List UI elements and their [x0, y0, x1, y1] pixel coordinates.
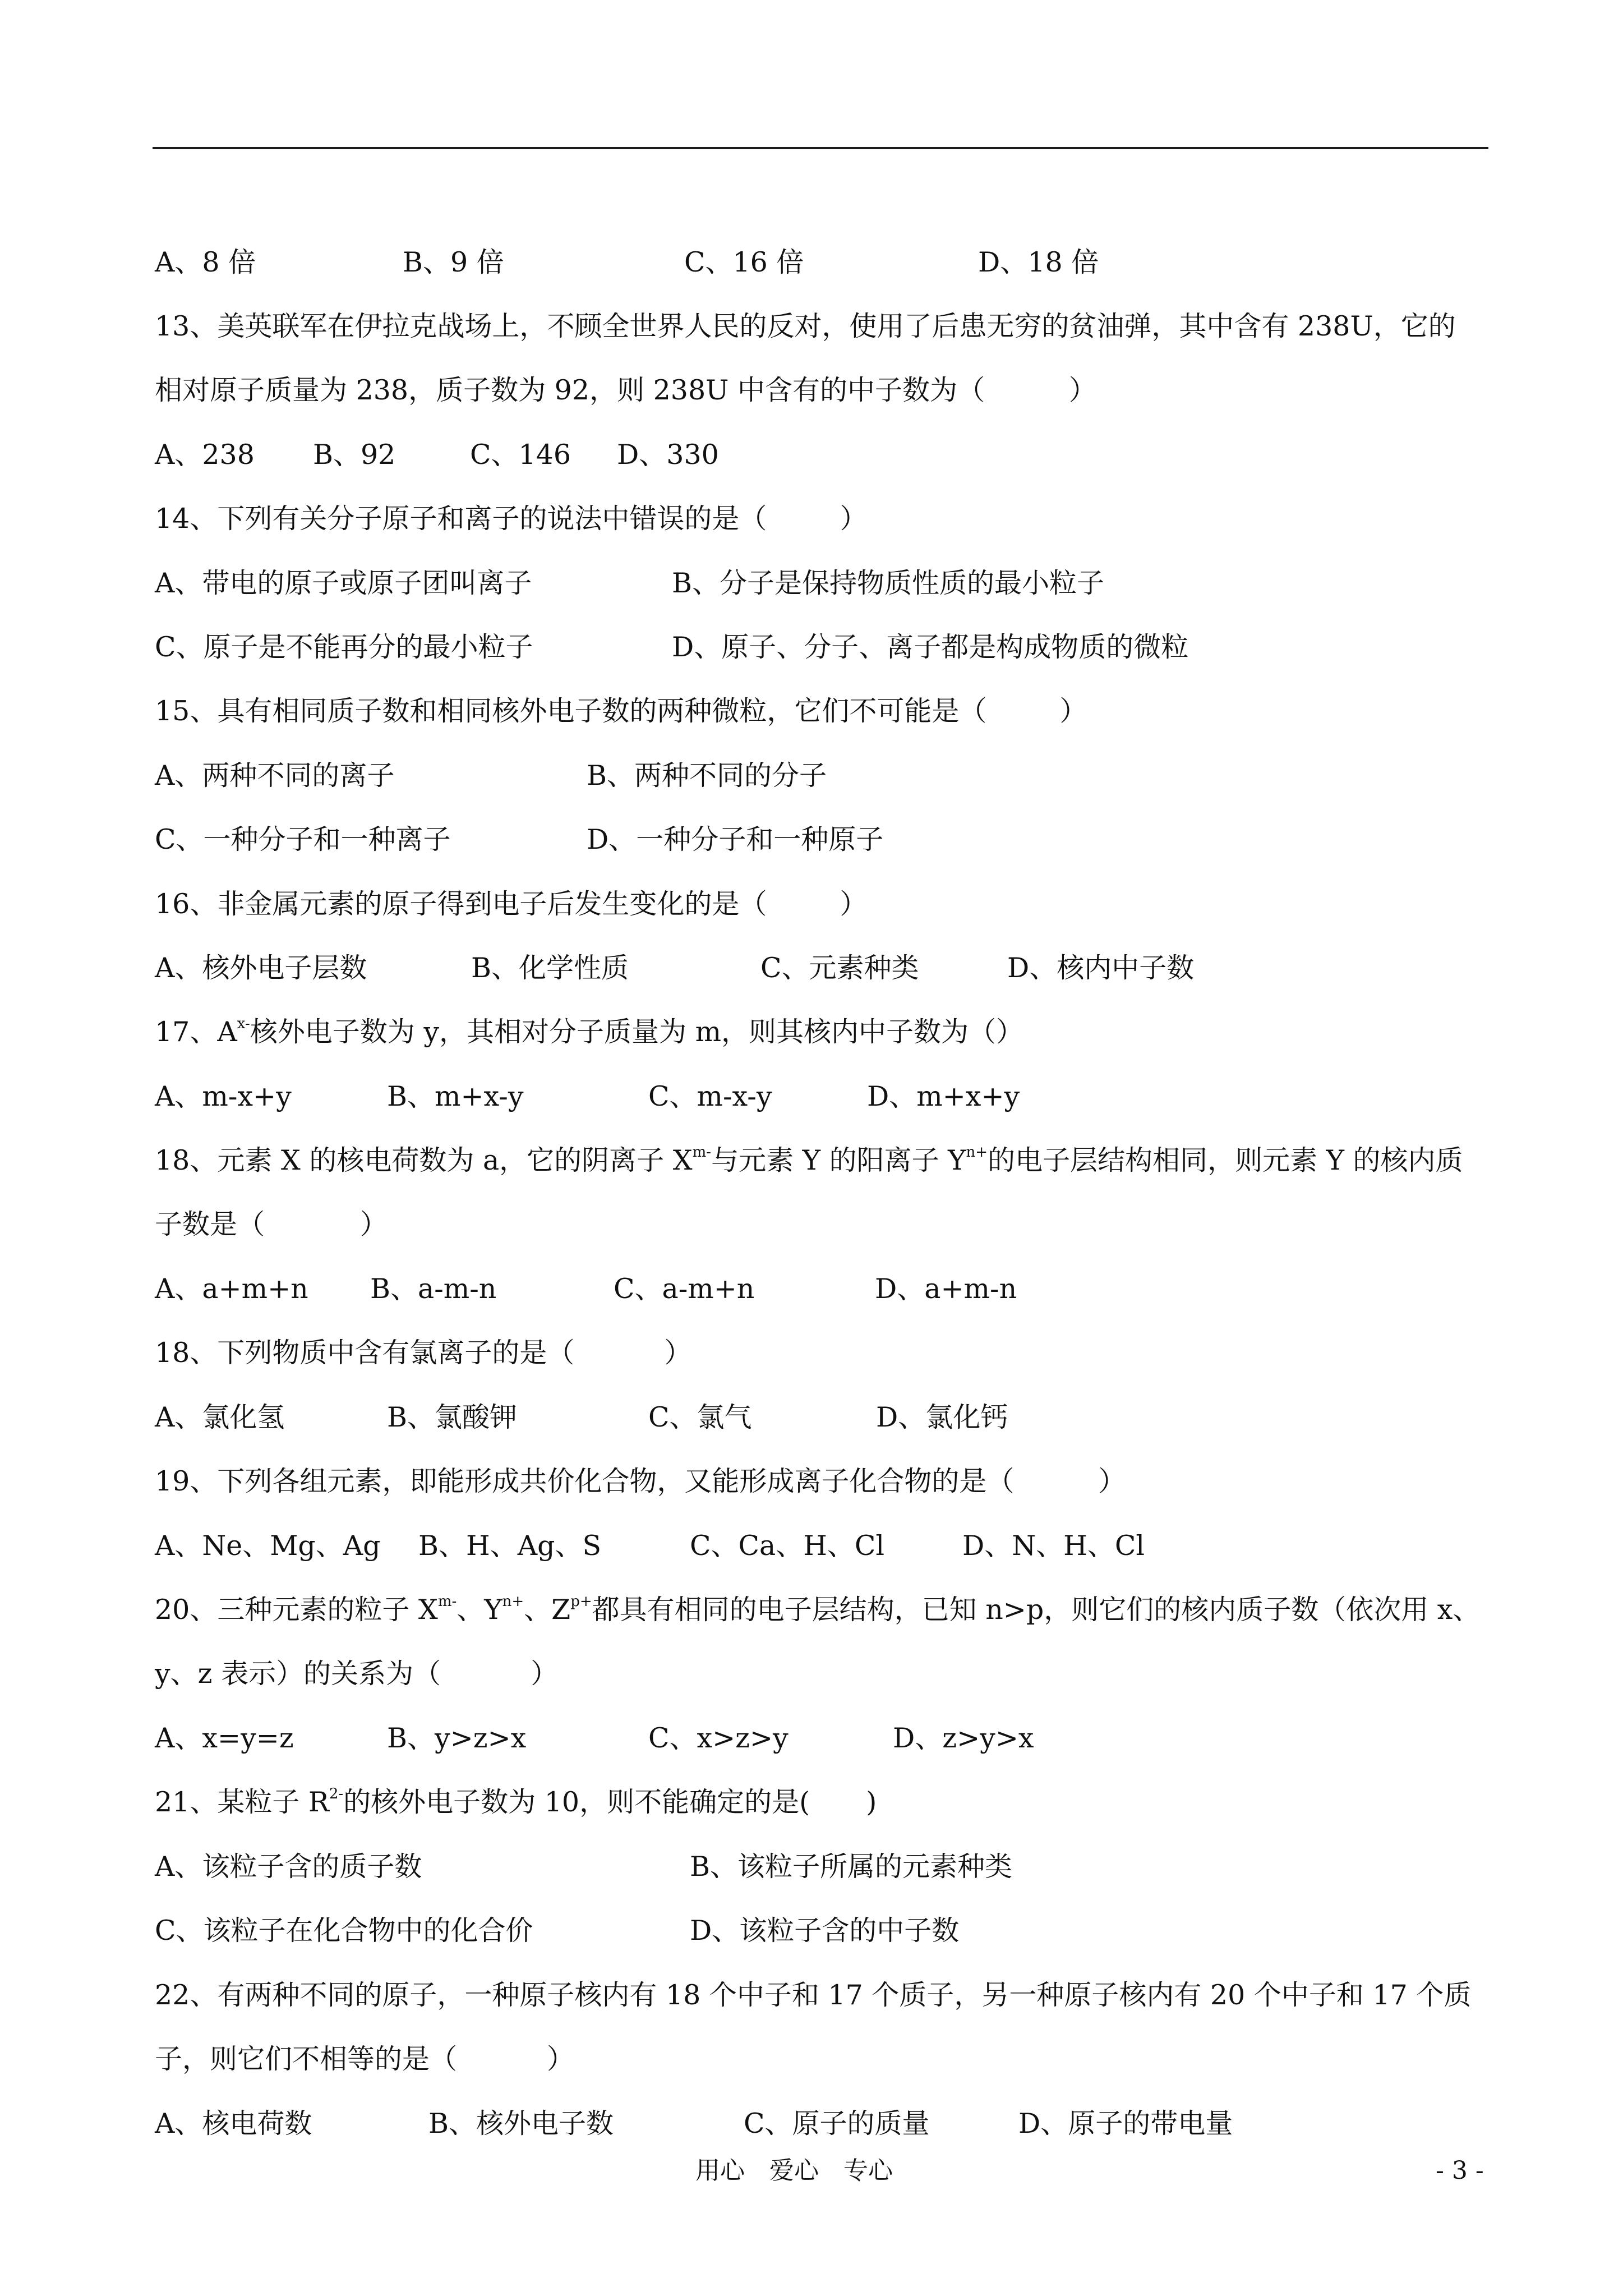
option-b: B、分子是保持物质性质的最小粒子: [672, 567, 1105, 599]
q20-stem-line1: [155, 1593, 1480, 1627]
answer-close-paren: ): [866, 1786, 877, 1818]
option-a: A、a+m+n: [155, 1273, 308, 1305]
q20-stem-part1: 20、三种元素的粒子 X: [155, 1594, 438, 1626]
option-a: A、核外电子层数: [155, 952, 367, 984]
q22-stem-text: 子，则它们不相等的是（: [155, 2043, 458, 2075]
ion-charge: m-: [692, 1143, 712, 1161]
page-number: - 3 -: [1436, 2156, 1484, 2185]
option-c: C、m-x-y: [648, 1080, 772, 1112]
option-b: B、a-m-n: [370, 1273, 497, 1305]
ion-charge: x-: [237, 1015, 250, 1032]
option-d: D、a+m-n: [875, 1273, 1017, 1305]
ion-charge: n+: [966, 1143, 988, 1161]
q18b-stem: [155, 1336, 691, 1370]
option-b: B、m+x-y: [387, 1080, 524, 1112]
footer-motto: 用心 爱心 专心: [695, 2156, 893, 2185]
option-c: C、原子的质量: [744, 2108, 930, 2139]
answer-close-paren: ）: [531, 1658, 559, 1690]
option-d: D、氯化钙: [876, 1401, 1008, 1433]
option-d: D、18 倍: [978, 246, 1099, 278]
option-a: A、该粒子含的质子数: [155, 1851, 422, 1883]
option-c: C、x>z>y: [648, 1722, 789, 1754]
option-b: B、92: [313, 439, 396, 471]
q20-stem-part2: 、Y: [457, 1594, 502, 1626]
ion-charge: 2-: [329, 1785, 344, 1802]
option-c: C、元素种类: [760, 952, 919, 984]
q20-stem-part4: 都具有相同的电子层结构，已知 n>p，则它们的核内质子数（依次用 x、: [592, 1594, 1481, 1626]
option-d: D、原子的带电量: [1018, 2108, 1233, 2139]
answer-close-paren: ）: [1069, 374, 1097, 406]
q15-stem-text: 15、具有相同质子数和相同核外电子数的两种微粒，它们不可能是（: [155, 695, 987, 727]
answer-close-paren: ）: [1098, 1465, 1126, 1497]
option-c: C、16 倍: [684, 246, 804, 278]
option-a: A、带电的原子或原子团叫离子: [155, 567, 532, 599]
q18-stem-part2: 与元素 Y 的阳离子 Y: [711, 1144, 966, 1176]
option-a: A、核电荷数: [155, 2108, 312, 2139]
q18b-stem-text: 18、下列物质中含有氯离子的是（: [155, 1337, 575, 1369]
q18-stem-part1: 18、元素 X 的核电荷数为 a，它的阴离子 X: [155, 1144, 693, 1176]
option-c: C、一种分子和一种离子: [155, 823, 451, 855]
q21-stem-start: 21、某粒子 R: [155, 1786, 329, 1818]
option-b: B、核外电子数: [428, 2108, 614, 2139]
ion-charge: p+: [570, 1593, 592, 1610]
option-d: D、z>y>x: [893, 1722, 1034, 1754]
answer-close-paren: ）: [547, 2043, 575, 2075]
q13-stem-line1: 13、美英联军在伊拉克战场上，不顾全世界人民的反对，使用了后患无穷的贫油弹，其中含有 238U，它的: [155, 310, 1456, 342]
option-a: A、8 倍: [155, 246, 256, 278]
option-a: A、x=y=z: [155, 1722, 294, 1754]
answer-close-paren: ）: [1059, 695, 1087, 727]
q19-stem: [155, 1465, 1126, 1498]
option-a: A、两种不同的离子: [155, 760, 395, 792]
option-c: C、该粒子在化合物中的化合价: [155, 1915, 533, 1947]
option-b: B、H、Ag、S: [418, 1530, 602, 1562]
option-d: D、m+x+y: [867, 1080, 1020, 1112]
q14-stem-text: 14、下列有关分子原子和离子的说法中错误的是（: [155, 503, 767, 535]
option-c: C、原子是不能再分的最小粒子: [155, 631, 533, 663]
option-b: B、9 倍: [403, 246, 504, 278]
option-b: B、该粒子所属的元素种类: [690, 1851, 1013, 1883]
option-b: B、化学性质: [471, 952, 629, 984]
option-a: A、m-x+y: [155, 1080, 292, 1112]
option-d: D、N、H、Cl: [962, 1530, 1145, 1562]
q17-stem-end: 核外电子数为 y，其相对分子质量为 m，则其核内中子数为（）: [250, 1016, 1024, 1048]
q17-stem-start: 17、A: [155, 1016, 237, 1048]
q16-stem: [155, 887, 867, 921]
q20-stem-part3: 、Z: [524, 1594, 571, 1626]
option-d: D、一种分子和一种原子: [587, 823, 884, 855]
option-c: C、Ca、H、Cl: [690, 1530, 885, 1562]
q22-stem-line2: [155, 2042, 574, 2076]
q18-stem-line1: [155, 1144, 1463, 1177]
q21-stem-end: 的核外电子数为 10，则不能确定的是(: [343, 1786, 810, 1818]
q18-stem-line2: [155, 1208, 388, 1241]
option-b: B、氯酸钾: [387, 1401, 518, 1433]
option-c: C、a-m+n: [614, 1273, 755, 1305]
q18-stem-part3: 的电子层结构相同，则元素 Y 的核内质: [988, 1144, 1463, 1176]
answer-close-paren: ）: [840, 888, 868, 920]
option-c: C、氯气: [648, 1401, 752, 1433]
ion-charge: m-: [437, 1593, 457, 1610]
answer-close-paren: ）: [360, 1208, 388, 1240]
option-d: D、核内中子数: [1007, 952, 1195, 984]
q20-stem-line2: [155, 1657, 558, 1691]
option-b: B、两种不同的分子: [587, 760, 827, 792]
answer-close-paren: ）: [664, 1337, 692, 1369]
q20-stem-text: y、z 表示）的关系为（: [155, 1658, 441, 1690]
option-c: C、146: [470, 439, 571, 471]
option-d: D、原子、分子、离子都是构成物质的微粒: [672, 631, 1189, 663]
q13-stem-line2: [155, 374, 1096, 407]
option-d: D、该粒子含的中子数: [690, 1915, 960, 1947]
q15-stem: [155, 694, 1087, 728]
q19-stem-text: 19、下列各组元素，即能形成共价化合物，又能形成离子化合物的是（: [155, 1465, 1015, 1497]
q22-stem-line1: 22、有两种不同的原子，一种原子核内有 18 个中子和 17 个质子，另一种原子核内有 20 个中子和 17 个质: [155, 1979, 1472, 2011]
q13-stem-text: 相对原子质量为 238，质子数为 92，则 238U 中含有的中子数为（: [155, 374, 985, 406]
q16-stem-text: 16、非金属元素的原子得到电子后发生变化的是（: [155, 888, 767, 920]
option-b: B、y>z>x: [387, 1722, 527, 1754]
option-a: A、238: [155, 439, 255, 471]
q14-stem: [155, 502, 867, 536]
q21-stem: [155, 1786, 877, 1819]
q17-stem: [155, 1015, 1023, 1049]
option-a: A、Ne、Mg、Ag: [155, 1530, 381, 1562]
header-rule: [153, 147, 1488, 149]
q18-stem-text: 子数是（: [155, 1208, 265, 1240]
answer-close-paren: ）: [840, 503, 868, 535]
option-d: D、330: [617, 439, 719, 471]
ion-charge: n+: [502, 1593, 524, 1610]
option-a: A、氯化氢: [155, 1401, 285, 1433]
